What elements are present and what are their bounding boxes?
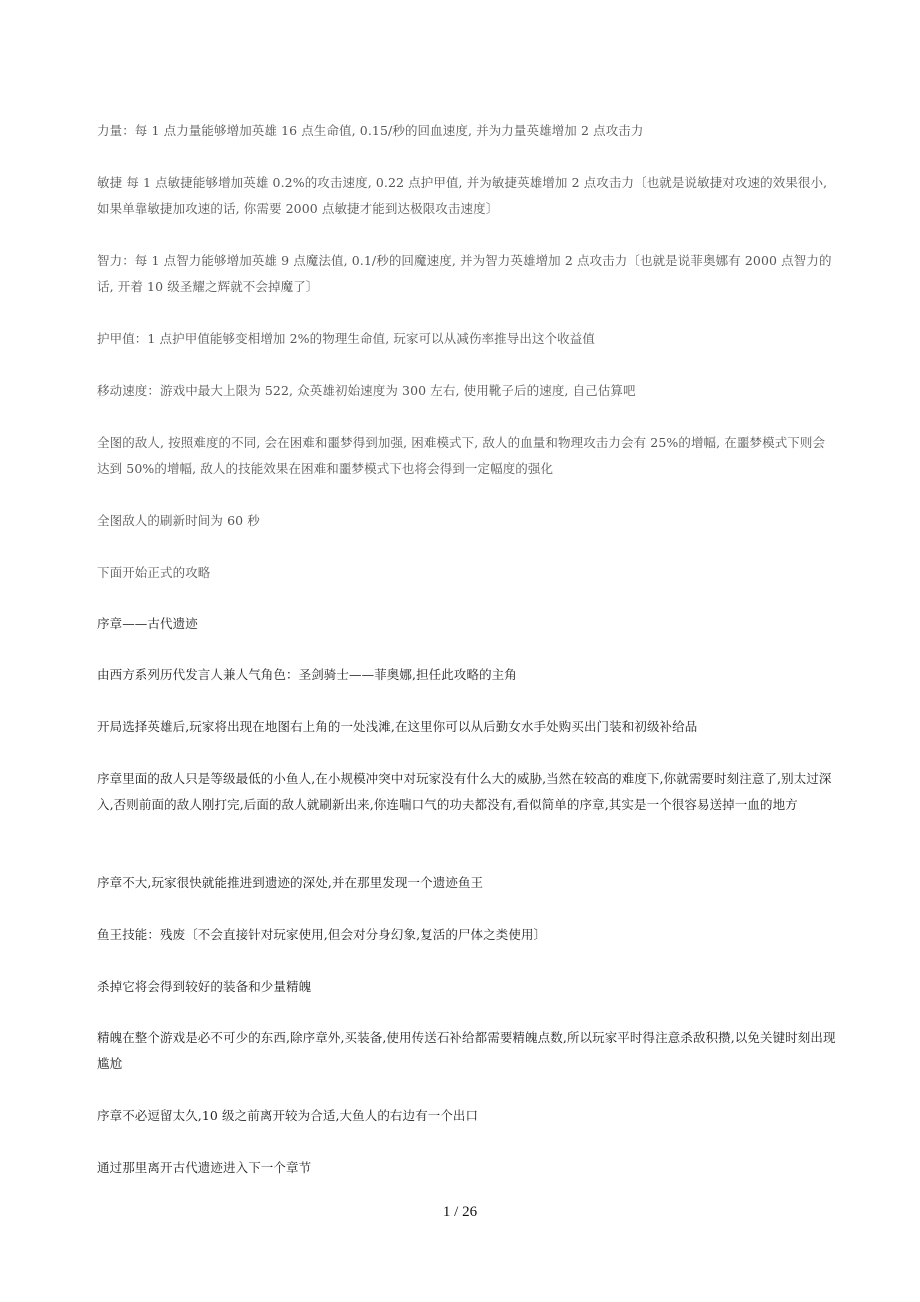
paragraph-fish-king-skill: 鱼王技能：残废〔不会直接针对玩家使用,但会对分身幻象,复活的尸体之类使用〕 — [97, 927, 547, 942]
paragraph-next-chapter: 通过那里离开古代遗迹进入下一个章节 — [97, 1160, 312, 1175]
paragraph-armor: 护甲值：1 点护甲值能够变相增加 2%的物理生命值, 玩家可以从减伤率推导出这个收益值 — [97, 331, 595, 346]
paragraph-essence: 精魄在整个游戏是必不可少的东西,除序章外,买装备,使用传送石补给都需要精魄点数,所以玩家平时得注意杀敌积攒,以免关键时刻出现尴尬 — [97, 1030, 836, 1071]
page-number: 1 / 26 — [442, 1204, 478, 1220]
paragraph-guide-start: 下面开始正式的攻略 — [97, 565, 211, 580]
paragraph-prologue-enemies: 序章里面的敌人只是等级最低的小鱼人,在小规模冲突中对玩家没有什么大的威胁,当然在较高的难度下,你就需要时刻注意了,别太过深入,否则前面的敌人刚打完,后面的敌人就刷新出来,你连喘口气的功夫都没有,看似简单的序章,其实是一个很容易送掉一血的地方 — [97, 771, 832, 812]
paragraph-move-speed: 移动速度：游戏中最大上限为 522, 众英雄初始速度为 300 左右, 使用靴子后的速度, 自己估算吧 — [97, 383, 636, 398]
paragraph-difficulty: 全图的敌人, 按照难度的不同, 会在困难和噩梦得到加强, 困难模式下, 敌人的血量和物理攻击力会有 25%的增幅, 在噩梦模式下则会达到 50%的增幅, 敌人的技能效果在困难和噩梦模式下也将会得到一定幅度的强化 — [97, 435, 826, 476]
paragraph-agility: 敏捷 每 1 点敏捷能够增加英雄 0.2%的攻击速度, 0.22 点护甲值, 并为敏捷英雄增加 2 点攻击力〔也就是说敏捷对攻速的效果很小, 如果单靠敏捷加攻速的话, 你需要 2000 点敏捷才能到达极限攻击速度〕 — [97, 175, 828, 216]
paragraph-exit: 序章不必逗留太久,10 级之前离开较为合适,大鱼人的右边有一个出口 — [97, 1108, 479, 1123]
section-heading-prologue: 序章——古代遗迹 — [97, 616, 198, 631]
paragraph-loot: 杀掉它将会得到较好的装备和少量精魄 — [97, 979, 312, 994]
paragraph-protagonist: 由西方系列历代发言人兼人气角色：圣剑骑士——菲奥娜,担任此攻略的主角 — [97, 667, 517, 682]
paragraph-intelligence: 智力：每 1 点智力能够增加英雄 9 点魔法值, 0.1/秒的回魔速度, 并为智力英雄增加 2 点攻击力〔也就是说菲奥娜有 2000 点智力的话, 开着 10 级圣耀之辉就不会掉魔了〕 — [97, 253, 832, 294]
paragraph-strength: 力量：每 1 点力量能够增加英雄 16 点生命值, 0.15/秒的回血速度, 并为力量英雄增加 2 点攻击力 — [97, 123, 644, 138]
paragraph-start: 开局选择英雄后,玩家将出现在地图右上角的一处浅滩,在这里你可以从后勤女水手处购买出门装和初级补给品 — [97, 719, 698, 734]
paragraph-fish-king: 序章不大,玩家很快就能推进到遗迹的深处,并在那里发现一个遗迹鱼王 — [97, 875, 484, 890]
paragraph-respawn: 全图敌人的刷新时间为 60 秒 — [97, 513, 260, 528]
